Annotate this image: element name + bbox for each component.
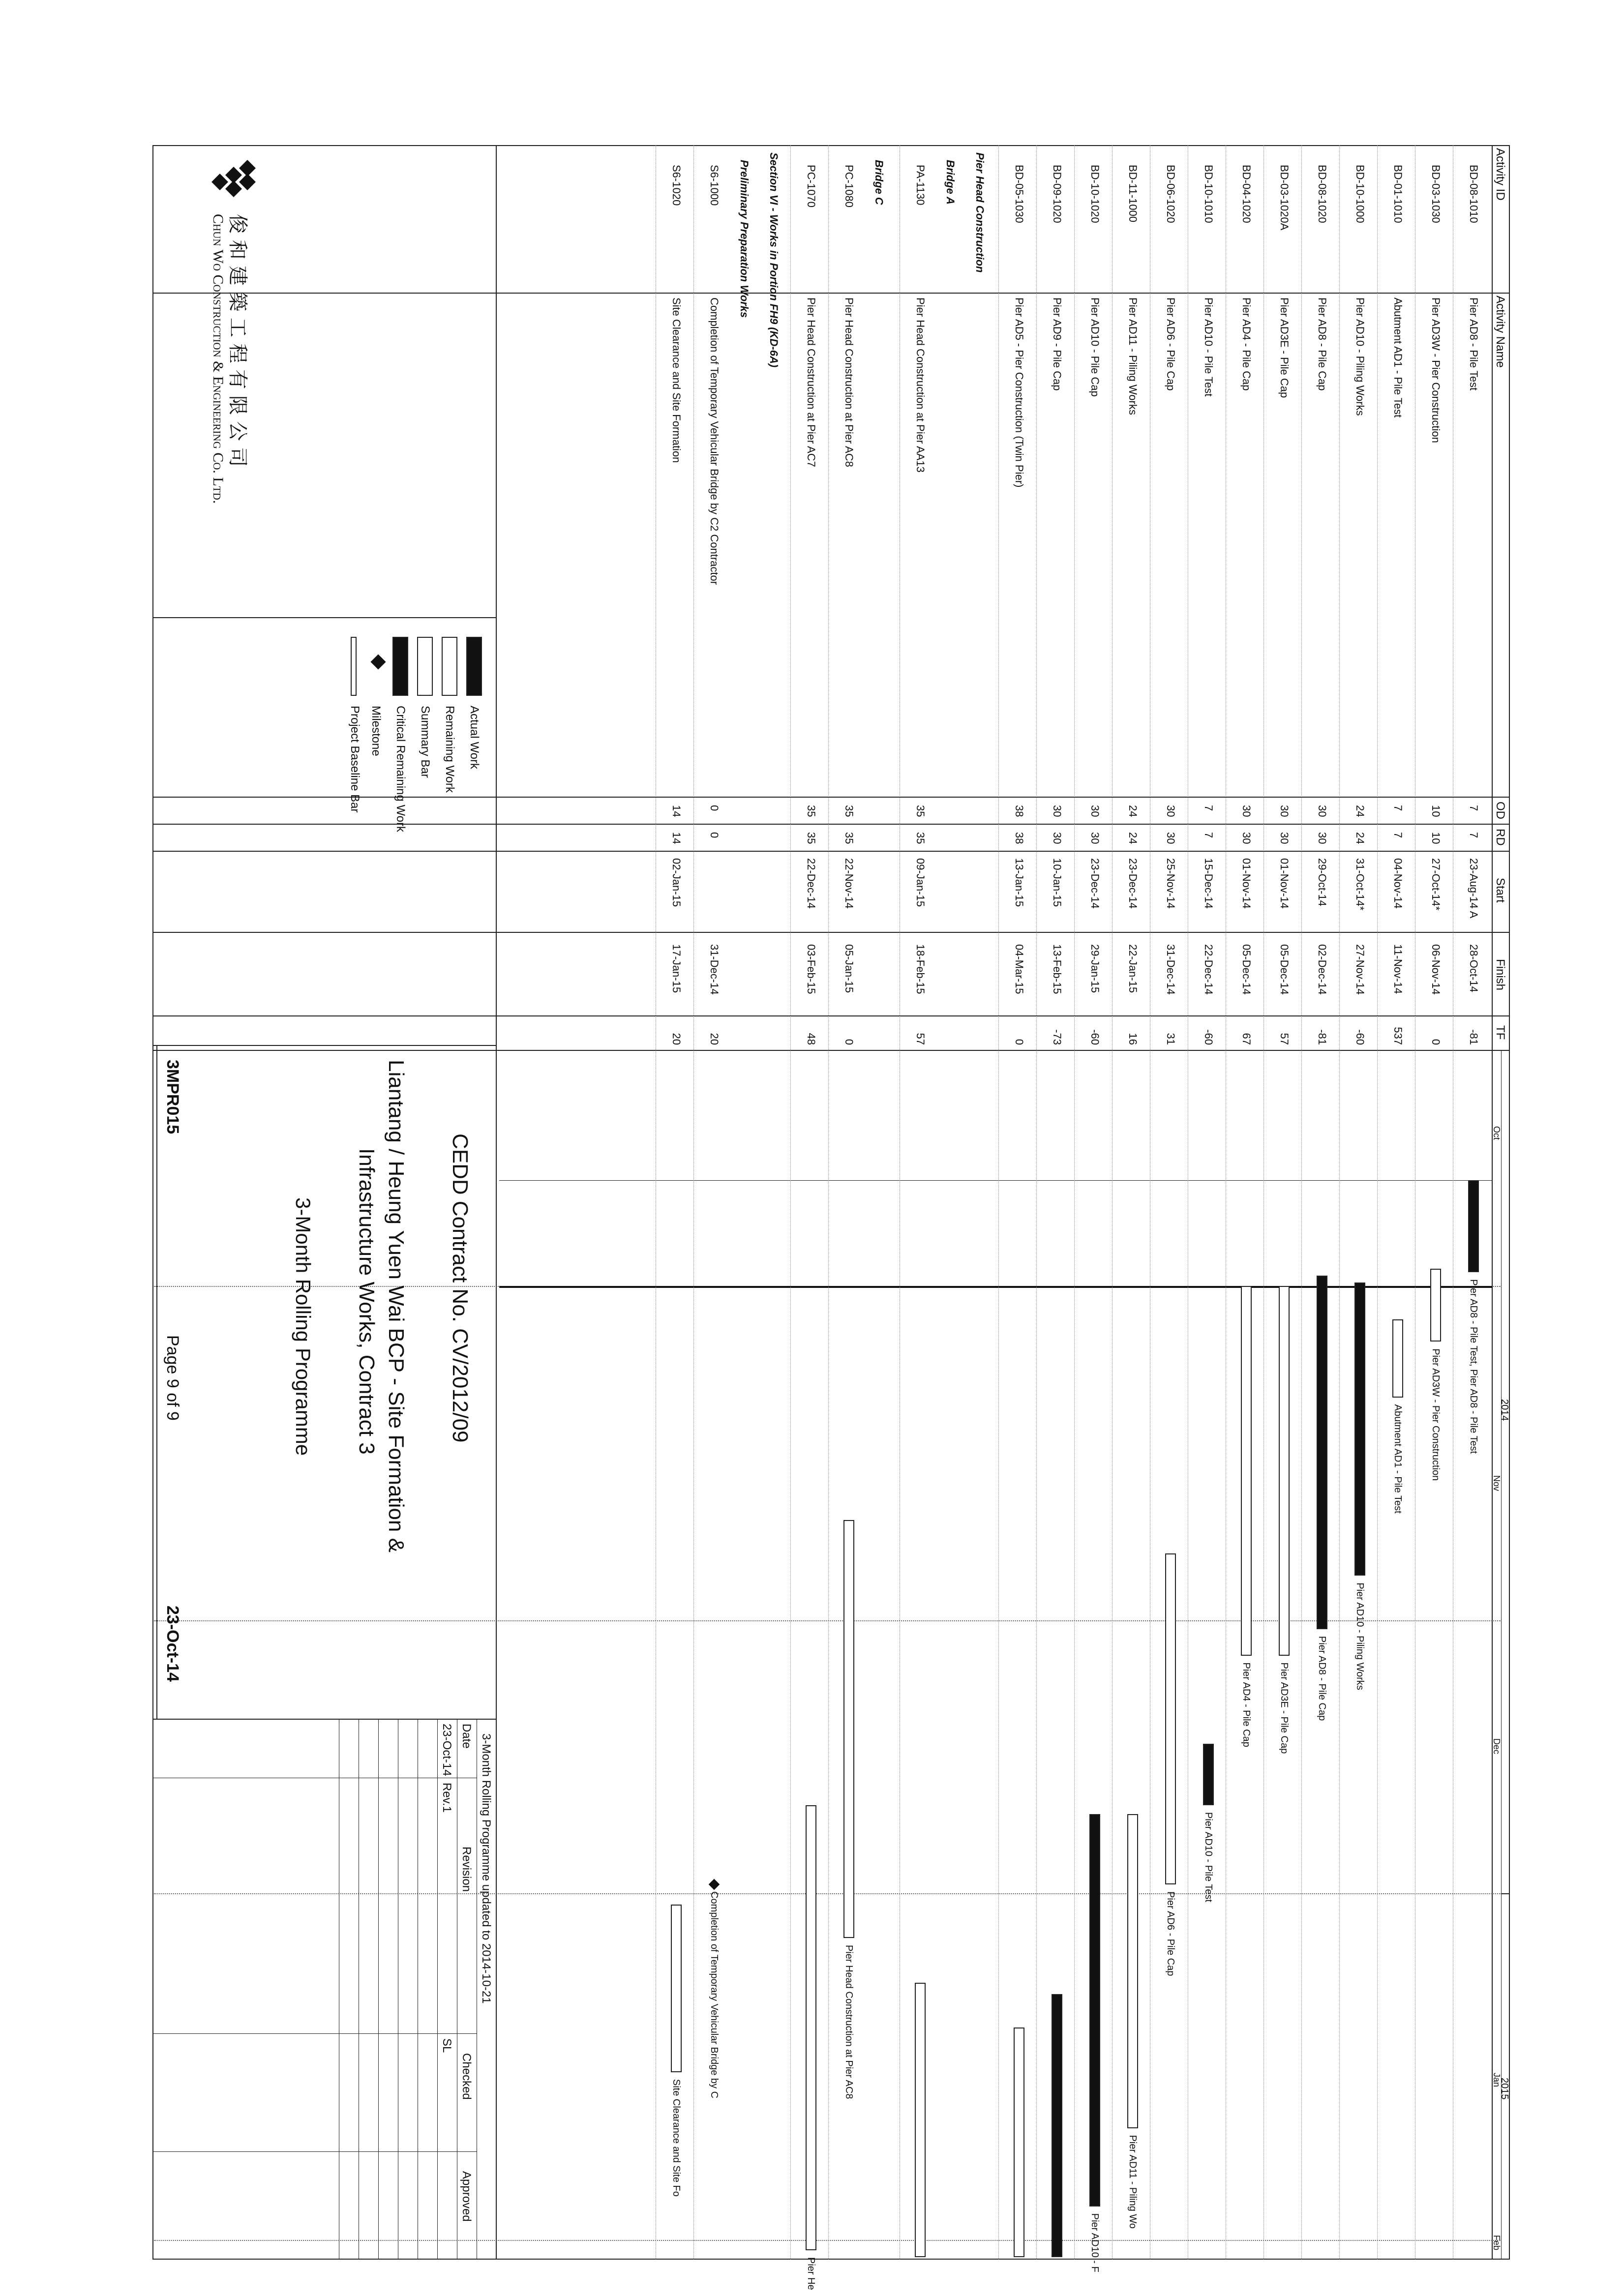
od-value: 10 [1430,805,1442,817]
activity-name: Pier AD8 - Pile Test [1468,298,1480,391]
col-od: OD [1494,802,1507,819]
start-value: 04-Nov-14 [1392,858,1404,909]
row-divider [790,145,791,2260]
gantt-bar [1127,1814,1138,2128]
rd-value: 30 [1240,832,1253,844]
legend [320,627,487,1040]
group-preliminary: Preliminary Preparation Works [738,160,751,318]
activity-id: BD-03-1020A [1278,165,1291,231]
activity-name: Pier AD3E - Pile Cap [1278,298,1291,398]
activity-name: Pier Head Construction at Pier AC7 [805,298,817,467]
rev-row-checked: SL [440,2038,453,2053]
rd-value: 35 [805,832,817,844]
gantt-bar [1317,1276,1327,1629]
project-line2: Infrastructure Works, Contract 3 [355,1148,379,1455]
rd-value: 35 [843,832,855,844]
activity-id: BD-06-1020 [1165,165,1177,223]
rd-value: 10 [1430,832,1442,844]
start-value: 22-Nov-14 [843,858,855,909]
od-value: 35 [914,805,927,817]
rev-hdr-approved: Approved [460,2171,473,2222]
contract-title: CEDD Contract No. CV/2012/09 [448,1133,472,1443]
rev-hdr-checked: Checked [460,2053,473,2100]
od-value: 38 [1013,805,1025,817]
gantt-bar-label: Site Clearance and Site Fo [671,2079,682,2197]
activity-id: S6-1020 [670,165,683,206]
od-value: 30 [1051,805,1063,817]
tf-value: -81 [1316,1029,1328,1045]
activity-name: Pier AD5 - Pier Construction (Twin Pier) [1013,298,1025,488]
year-2014: 2014 [1499,1399,1510,1421]
od-value: 30 [1316,805,1328,817]
activity-id: BD-09-1020 [1051,165,1063,223]
start-value: 01-Nov-14 [1240,858,1253,909]
gantt-bar-label: Pier AD4 - Pile Cap [1241,1662,1252,1747]
gantt-bar [915,1983,926,2257]
activity-name: Pier AD11 - Piling Works [1127,298,1139,415]
row-divider [1301,145,1302,2260]
tf-value: 0 [1430,1039,1442,1045]
finish-value: 05-Dec-14 [1240,944,1253,995]
programme-title: 3-Month Rolling Programme [292,1197,315,1456]
tf-value: 31 [1165,1033,1177,1045]
activity-name: Pier Head Construction at Pier AA13 [914,298,927,473]
gantt-bar-label: Pier He [806,2257,816,2290]
activity-table [128,125,1530,2290]
rd-value: 30 [1089,832,1101,844]
legend-critical-swatch [392,637,408,696]
month-dec: Dec [1492,1738,1502,1755]
activity-id: PA-1130 [914,165,927,206]
row-divider [828,145,829,2260]
row-divider [1036,145,1037,2260]
tf-value: 57 [914,1033,927,1045]
gantt-bar [1241,1286,1252,1656]
tf-value: 20 [708,1033,721,1045]
gantt-bar [1089,1814,1100,2207]
activity-id: BD-11-1000 [1127,165,1139,222]
month-feb: Feb [1492,2235,1502,2251]
row-divider [998,145,999,2260]
start-value: 29-Oct-14 [1316,858,1328,906]
finish-value: 31-Dec-14 [1165,944,1177,995]
od-value: 7 [1468,805,1480,811]
col-rd: RD [1494,829,1507,846]
od-value: 30 [1278,805,1291,817]
activity-name: Pier AD10 - Pile Test [1203,298,1215,397]
group-bridge-c: Bridge C [873,160,885,205]
activity-id: BD-10-1010 [1203,165,1215,223]
activity-id: BD-04-1020 [1240,165,1253,223]
od-value: 30 [1089,805,1101,817]
start-value: 23-Dec-14 [1089,858,1101,909]
gantt-bar-label: Abutment AD1 - Pile Test [1392,1404,1403,1514]
tf-value: -60 [1203,1029,1215,1045]
programme-code: 3MPR015 [163,1060,182,1134]
activity-name: Site Clearance and Site Formation [670,298,683,463]
activity-id: BD-08-1020 [1316,165,1328,223]
col-start: Start [1494,878,1507,903]
finish-value: 11-Nov-14 [1392,944,1404,994]
finish-value: 04-Mar-15 [1013,944,1025,994]
rotated-sheet [128,125,1530,2290]
gantt-bar [1468,1180,1479,1272]
gantt-bar-label: Pier AD10 - F [1089,2213,1100,2272]
legend-actual-swatch [466,637,482,696]
legend-remaining-swatch [442,637,457,696]
group-section-vi: Section VI - Works in Portion FH9 (KD-6A) [768,152,780,368]
start-value: 01-Nov-14 [1278,858,1291,909]
legend-actual: Actual Work [468,706,481,769]
col-tf: TF [1494,1025,1507,1040]
col-activity-id: Activity ID [1494,148,1507,201]
tf-value: 0 [843,1039,855,1045]
rd-value: 38 [1013,832,1025,844]
finish-value: 05-Jan-15 [843,944,855,993]
activity-name: Pier AD10 - Piling Works [1354,298,1366,416]
finish-value: 02-Dec-14 [1316,944,1328,995]
finish-value: 05-Dec-14 [1278,944,1291,995]
activity-id: BD-10-1000 [1354,165,1366,223]
row-divider [693,145,694,2260]
gantt-bar-label: Pier AD3E - Pile Cap [1279,1662,1290,1754]
gantt-bar-label: Pier AD6 - Pile Cap [1165,1891,1176,1976]
od-value: 30 [1240,805,1253,817]
col-finish: Finish [1494,959,1507,991]
rd-value: 7 [1468,832,1480,838]
gantt-bar-label: Pier Head Construction at Pier AC8 [843,1944,854,2099]
legend-summary-swatch [417,637,433,696]
project-line1: Liantang / Heung Yuen Wai BCP - Site Formation & [384,1060,408,1552]
rd-value: 0 [708,832,721,838]
row-divider [1074,145,1075,2260]
legend-summary: Summary Bar [419,706,432,778]
rev-hdr-revision: Revision [460,1847,473,1892]
gantt-bar [1279,1286,1290,1656]
legend-critical: Critical Remaining Work [394,706,407,832]
finish-value: 22-Jan-15 [1127,944,1139,993]
activity-name: Pier Head Construction at Pier AC8 [843,298,855,467]
rd-value: 7 [1392,832,1404,838]
rd-value: 30 [1051,832,1063,844]
finish-value: 17-Jan-15 [670,944,683,993]
gantt-bar [1354,1282,1365,1576]
gantt-bar-label: Pier AD10 - Pile Test [1203,1812,1214,1902]
rev-row-date: 23-Oct-14 [440,1724,453,1776]
start-value: 02-Jan-15 [670,858,683,907]
legend-baseline: Project Baseline Bar [348,706,361,813]
issue-date: 23-Oct-14 [163,1606,182,1682]
activity-id: PC-1070 [805,165,817,208]
rev-hdr-date: Date [460,1724,473,1749]
activity-id: PC-1080 [843,165,855,208]
finish-value: 13-Feb-15 [1051,944,1063,994]
activity-id: BD-03-1030 [1430,165,1442,223]
start-value: 15-Dec-14 [1203,858,1215,909]
od-value: 0 [708,805,721,811]
gantt-bar-label: Pier AD3W - Pier Construction [1430,1348,1441,1481]
activity-name: Pier AD6 - Pile Cap [1165,298,1177,391]
tf-value: 0 [1013,1039,1025,1045]
gantt-bar-label: Pier AD8 - Pile Test, Pier AD8 - Pile Test [1468,1279,1479,1454]
tf-value: -60 [1089,1029,1101,1045]
gantt-bar [1430,1269,1441,1342]
tf-value: -81 [1468,1029,1480,1045]
rd-value: 30 [1278,832,1291,844]
od-value: 35 [805,805,817,817]
row-divider [1339,145,1340,2260]
tf-value: 16 [1127,1033,1139,1045]
finish-value: 31-Dec-14 [708,944,721,995]
milestone-icon [709,1879,720,1890]
rd-value: 24 [1127,832,1139,844]
finish-value: 03-Feb-15 [805,944,817,994]
finish-value: 22-Dec-14 [1203,944,1215,995]
rd-value: 30 [1165,832,1177,844]
group-pier-head: Pier Head Construction [974,152,986,273]
start-value: 10-Jan-15 [1051,858,1063,907]
od-value: 7 [1203,805,1215,811]
rd-value: 35 [914,832,927,844]
tf-value: 20 [670,1033,683,1045]
activity-id: BD-01-1010 [1392,165,1404,223]
row-divider [1377,145,1378,2260]
od-value: 14 [670,805,683,817]
rd-value: 30 [1316,832,1328,844]
tf-value: 537 [1392,1027,1404,1045]
rev-row-revision: Rev.1 [440,1783,453,1813]
activity-name: Abutment AD1 - Pile Test [1392,298,1404,418]
gantt-bar-label: Pier AD8 - Pile Cap [1317,1636,1327,1721]
tf-value: -60 [1354,1029,1366,1045]
start-value: 22-Dec-14 [805,858,817,909]
month-jan: Jan [1492,2073,1502,2087]
finish-value: 18-Feb-15 [914,944,927,994]
tf-value: 57 [1278,1033,1291,1045]
start-value: 31-Oct-14* [1354,858,1366,911]
finish-value: 28-Oct-14 [1468,944,1480,992]
company-name-en: Chun Wo Construction & Engineering Co. Ltd. [210,214,226,504]
activity-name: Pier AD9 - Pile Cap [1051,298,1063,391]
start-value: 23-Aug-14 A [1468,858,1480,919]
start-value: 23-Dec-14 [1127,858,1139,909]
legend-baseline-swatch [351,637,357,696]
od-value: 30 [1165,805,1177,817]
rd-value: 14 [670,832,683,844]
gantt-bar [1165,1553,1176,1884]
gantt-bar-label: Pier AD11 - Piling Wo [1127,2135,1138,2229]
od-value: 24 [1127,805,1139,817]
legend-milestone-icon [370,654,386,669]
gantt-bar [671,1905,682,2072]
activity-id: S6-1000 [708,165,721,206]
od-value: 24 [1354,805,1366,817]
od-value: 7 [1392,805,1404,811]
finish-value: 29-Jan-15 [1089,944,1101,993]
company-logo [211,160,256,204]
month-oct: Oct [1492,1126,1502,1140]
gantt-bar [843,1520,854,1938]
company-name-cn: 俊 和 建 築 工 程 有 限 公 司 [226,214,249,467]
activity-name: Pier AD3W - Pier Construction [1430,298,1442,443]
activity-id: BD-08-1010 [1468,165,1480,223]
legend-remaining: Remaining Work [443,706,456,793]
start-value: 25-Nov-14 [1165,858,1177,909]
gantt-bar [1014,2028,1024,2257]
activity-id: BD-05-1030 [1013,165,1025,223]
od-value: 35 [843,805,855,817]
gantt-bar [806,1805,816,2250]
gantt-bar [1052,1994,1062,2257]
revision-table-title: 3-Month Rolling Programme updated to 2014-10-21 [480,1733,493,2004]
start-value: 13-Jan-15 [1013,858,1025,907]
legend-milestone: Milestone [369,706,383,756]
row-divider [1112,145,1113,2260]
year-2015: 2015 [1499,2078,1510,2100]
activity-name: Pier AD8 - Pile Cap [1316,298,1328,391]
start-value: 27-Oct-14* [1430,858,1442,911]
row-divider [1263,145,1264,2260]
col-activity-name: Activity Name [1494,296,1507,368]
rd-value: 24 [1354,832,1366,844]
tf-value: -73 [1051,1029,1063,1045]
gantt-bar [1203,1744,1214,1805]
tf-value: 48 [805,1033,817,1045]
tf-value: 67 [1240,1033,1253,1045]
page-number: Page 9 of 9 [163,1335,182,1421]
gantt-bar-label: Completion of Temporary Vehicular Bridge by C [709,1891,720,2099]
gantt-bar-label: Pier AD10 - Piling Works [1354,1582,1365,1690]
group-bridge-a: Bridge A [944,160,957,205]
finish-value: 27-Nov-14 [1354,944,1366,995]
activity-name: Pier AD4 - Pile Cap [1240,298,1253,391]
activity-name: Pier AD10 - Pile Cap [1089,298,1101,397]
finish-value: 06-Nov-14 [1430,944,1442,995]
activity-name: Completion of Temporary Vehicular Bridge by C2 Contractor [708,298,721,585]
activity-id: BD-10-1020 [1089,165,1101,223]
month-nov: Nov [1492,1475,1502,1491]
gantt-bar [1392,1319,1403,1398]
rd-value: 7 [1203,832,1215,838]
start-value: 09-Jan-15 [914,858,927,907]
